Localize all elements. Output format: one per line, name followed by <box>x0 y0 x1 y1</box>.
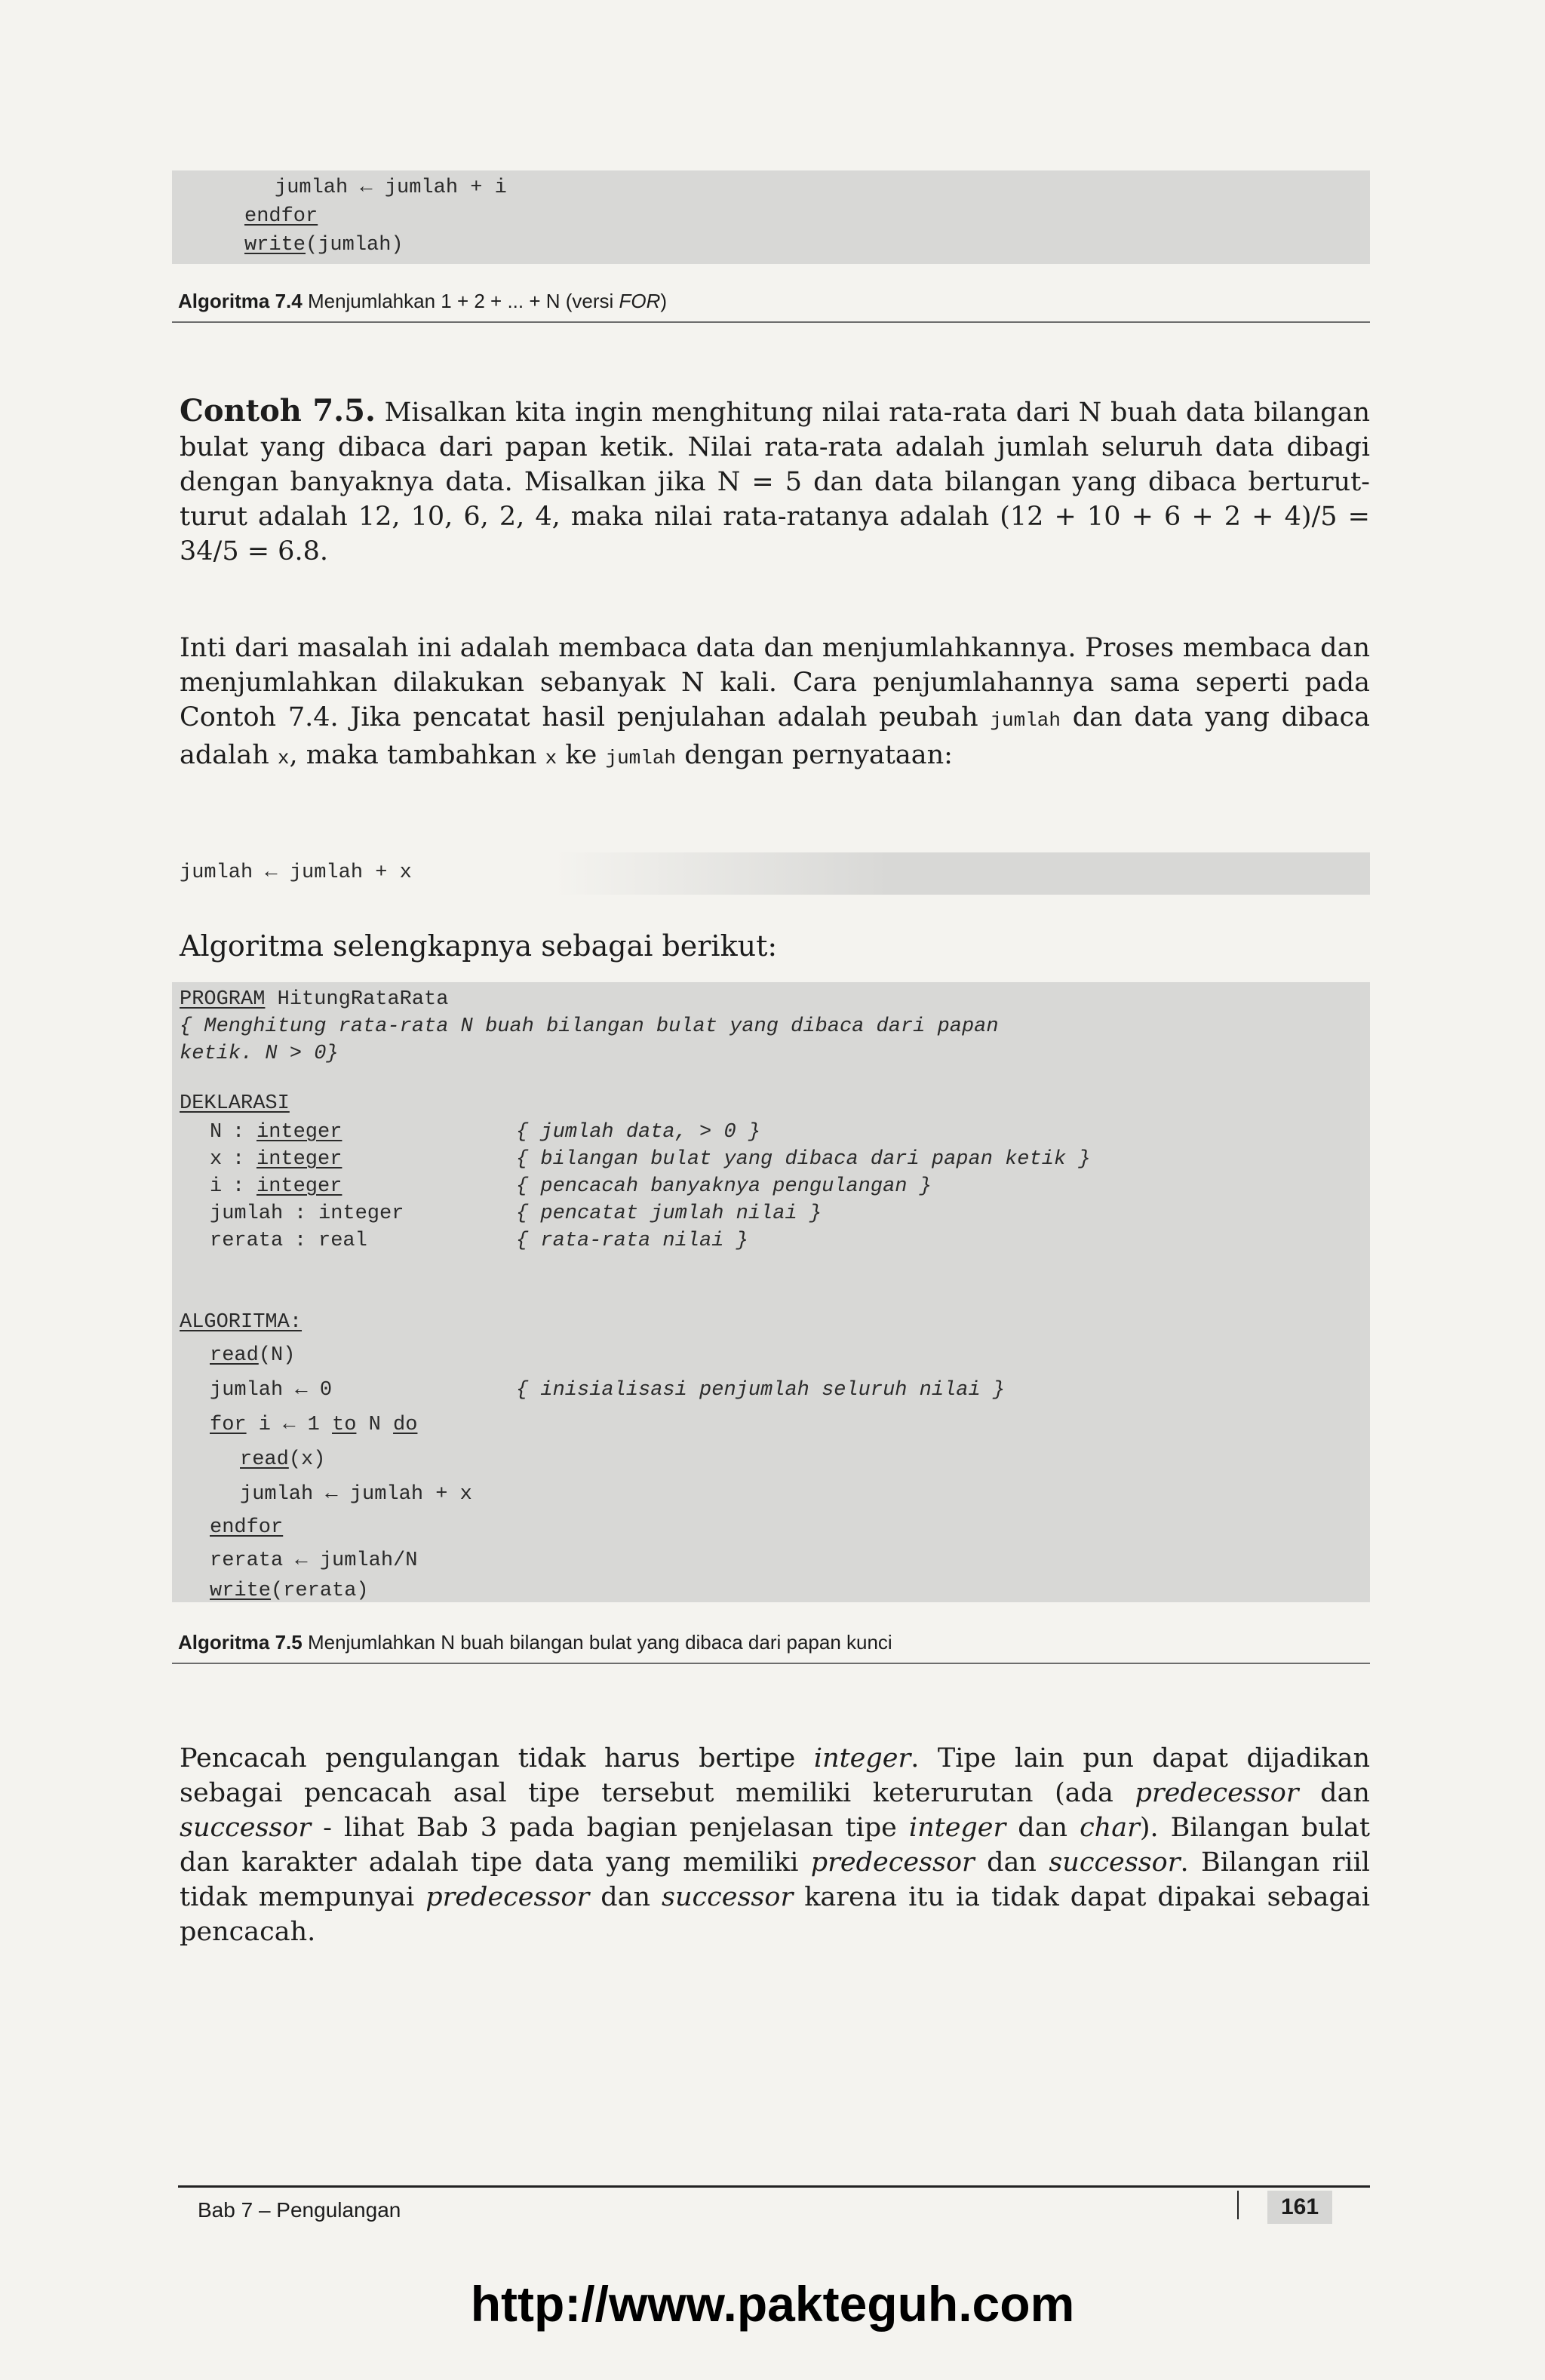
read-arg: (N) <box>258 1344 296 1367</box>
caption-rule <box>172 321 1370 323</box>
final-text: . Bilangan riil tidak mempunyai <box>180 1847 1371 1912</box>
decl-name: jumlah <box>210 1202 284 1225</box>
caption-label: Algoritma 7.4 <box>178 290 303 312</box>
for-bound: N <box>356 1414 394 1436</box>
core-text-d: ke <box>557 740 606 770</box>
final-text: karena itu ia tidak dapat dipakai sebagai pencacah. <box>180 1882 1370 1947</box>
keyword-do: do <box>393 1414 418 1436</box>
section-deklarasi: DEKLARASI <box>180 1092 290 1115</box>
stmt-for <box>210 1415 417 1436</box>
algorithm-intro: Algoritma selengkapnya sebagai berikut: <box>180 929 778 963</box>
init-comment: { inisialisasi penjumlah seluruh nilai } <box>516 1379 1006 1402</box>
page-number: 161 <box>1267 2191 1332 2224</box>
keyword-write: write <box>210 1580 272 1602</box>
chapter-title: Bab 7 – Pengulangan <box>198 2198 401 2222</box>
final-italic: predecessor <box>425 1882 590 1912</box>
caption-algoritma-7-4 <box>178 290 667 313</box>
keyword-write: write <box>244 234 306 256</box>
code-line: jumlah ← jumlah + i <box>275 177 507 199</box>
keyword-read: read <box>210 1344 259 1367</box>
code-line <box>244 235 404 256</box>
decl-colon: : <box>294 1230 307 1252</box>
final-paragraph <box>180 1741 1370 1949</box>
write-arg: (rerata) <box>271 1580 369 1602</box>
keyword-read: read <box>240 1448 289 1471</box>
decl-type: integer <box>256 1121 342 1144</box>
decl-name: i <box>210 1175 223 1198</box>
core-text-c: , maka tambahkan <box>289 740 545 770</box>
caption-italic: FOR <box>619 290 661 312</box>
decl-type: integer <box>256 1148 342 1171</box>
final-italic: predecessor <box>810 1847 975 1878</box>
comment-line: ketik. N > 0} <box>180 1043 339 1065</box>
core-paragraph <box>180 631 1370 775</box>
example-paragraph <box>180 394 1370 569</box>
core-text-e: dengan pernyataan: <box>676 740 953 770</box>
stmt-init: jumlah ← 0 <box>210 1379 333 1402</box>
core-text-a: Inti dari masalah ini adalah membaca data dan menjumlahkannya. Proses membaca dan menjumlahkan dilakukan sebanyak N kali. Cara penjumlahannya sama seperti pada Contoh 7.4. Jika pencatat hasil penjulahan adalah peubah <box>180 633 1370 732</box>
decl-colon: : <box>232 1148 245 1171</box>
final-text: - lihat Bab 3 pada bagian penjelasan tipe <box>311 1813 909 1843</box>
var-jumlah: jumlah <box>990 709 1061 732</box>
decl-comment: { bilangan bulat yang dibaca dari papan ketik } <box>516 1148 1091 1171</box>
statement-code <box>172 852 1370 895</box>
caption-text: Menjumlahkan 1 + 2 + ... + N (versi <box>307 290 619 312</box>
final-italic: successor <box>180 1813 312 1843</box>
final-italic: successor <box>662 1882 794 1912</box>
stmt-write <box>210 1581 369 1602</box>
core-text-b: dan data yang dibaca adalah <box>180 702 1370 770</box>
decl-type: integer <box>318 1202 404 1225</box>
decl-colon: : <box>294 1202 307 1225</box>
keyword-to: to <box>332 1414 357 1436</box>
section-algoritma: ALGORITMA: <box>180 1311 303 1334</box>
final-text: Pencacah pengulangan tidak harus bertipe <box>180 1743 814 1773</box>
final-italic: predecessor <box>1135 1778 1299 1808</box>
caption-tail: ) <box>660 290 668 312</box>
decl-type: real <box>318 1230 367 1252</box>
decl-comment: { pencatat jumlah nilai } <box>516 1202 822 1225</box>
final-italic: char <box>1080 1813 1140 1843</box>
decl-colon: : <box>232 1121 245 1144</box>
stmt-sum: jumlah ← jumlah + x <box>240 1483 472 1506</box>
decl-comment: { jumlah data, > 0 } <box>516 1121 761 1144</box>
footer-rule <box>178 2185 1370 2188</box>
program-header <box>180 990 448 1010</box>
var-jumlah: jumlah <box>605 747 677 769</box>
final-text: dan <box>1298 1778 1370 1808</box>
final-text: dan <box>974 1847 1049 1878</box>
write-arg: (jumlah) <box>306 234 404 256</box>
caption-label: Algoritma 7.5 <box>178 1631 303 1654</box>
code-line: jumlah ← jumlah + x <box>180 861 412 884</box>
read-arg: (x) <box>288 1448 326 1471</box>
caption-rule <box>172 1663 1370 1664</box>
caption-algoritma-7-5 <box>178 1631 892 1654</box>
final-text: dan <box>589 1882 662 1912</box>
var-x: x <box>545 747 557 769</box>
decl-name: x <box>210 1148 223 1171</box>
decl-name: N <box>210 1121 223 1144</box>
decl-comment: { pencacah banyaknya pengulangan } <box>516 1175 932 1198</box>
for-var: i ← 1 <box>246 1414 333 1436</box>
decl-comment: { rata-rata nilai } <box>516 1230 748 1252</box>
comment-line: { Menghitung rata-rata N buah bilangan bulat yang dibaca dari papan <box>180 1015 999 1038</box>
final-text: . Tipe lain pun dapat dijadikan sebagai pencacah asal tipe tersebut memiliki keterurutan (ada <box>180 1743 1370 1808</box>
code-block-7-5 <box>172 982 1370 1602</box>
decl-name: rerata <box>210 1230 284 1252</box>
decl-colon: : <box>232 1175 245 1198</box>
code-block-7-4 <box>172 170 1370 264</box>
var-x: x <box>277 747 290 769</box>
program-name: HitungRataRata <box>277 988 449 1011</box>
caption-text: Menjumlahkan N buah bilangan bulat yang dibaca dari papan kunci <box>307 1631 892 1654</box>
example-label: Contoh 7.5. <box>180 393 376 428</box>
footer-divider <box>1237 2191 1239 2219</box>
final-italic: integer <box>908 1813 1006 1843</box>
stmt-read-x <box>240 1450 325 1470</box>
final-text: ). Bilangan bulat dan karakter adalah tipe data yang memiliki <box>180 1813 1370 1878</box>
final-italic: integer <box>813 1743 911 1773</box>
final-italic: successor <box>1049 1847 1181 1878</box>
decl-type: integer <box>256 1175 342 1198</box>
watermark-url: http://www.pakteguh.com <box>470 2276 1075 2332</box>
keyword-for: for <box>210 1414 247 1436</box>
stmt-read-n <box>210 1346 295 1366</box>
code-line: endfor <box>244 205 318 228</box>
stmt-endfor: endfor <box>210 1516 284 1539</box>
final-text: dan <box>1006 1813 1080 1843</box>
stmt-avg: rerata ← jumlah/N <box>210 1549 418 1572</box>
example-text: Misalkan kita ingin menghitung nilai rata-rata dari N buah data bilangan bulat yang dibaca dari papan ketik. Nilai rata-rata adalah jumlah seluruh data dibagi dengan banyaknya data. Misalkan jika N = 5 dan data bilangan yang dibaca berturut-turut adalah 12, 10, 6, 2, 4, maka nilai rata-ratanya adalah (12 + 10 + 6 + 2 + 4)/5 = 34/5 = 6.8. <box>180 398 1370 567</box>
keyword-program: PROGRAM <box>180 988 266 1011</box>
